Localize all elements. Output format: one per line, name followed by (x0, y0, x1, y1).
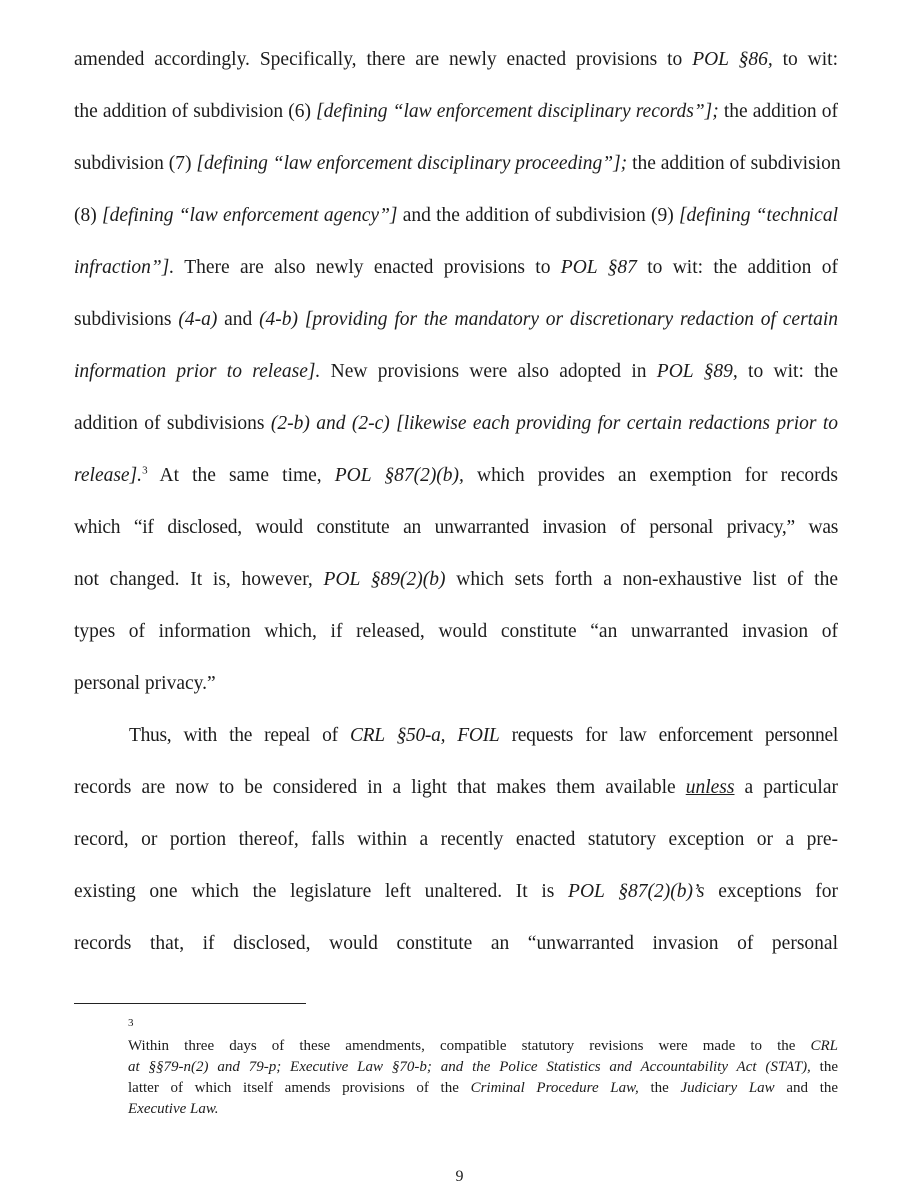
text-run: There are also newly enacted provisions to (174, 257, 561, 278)
body-line-16 (74, 819, 838, 871)
body-line-12 (74, 611, 838, 663)
text-run: which “if disclosed, would constitute an unwarranted invasion of personal privacy,” was (74, 517, 838, 538)
text-run: (4-b) (259, 309, 299, 330)
body-line-4 (74, 195, 838, 247)
footnote-line-4 (128, 1099, 838, 1120)
footnote-marker: 3 (128, 1017, 134, 1029)
text-run: exceptions for (704, 881, 839, 902)
body-line-11 (74, 559, 838, 611)
text-run (298, 309, 305, 330)
text-run: not changed. It is, however, (74, 569, 324, 590)
body-line-14 (74, 715, 838, 767)
text-run: [providing for the mandatory or discretionary redaction of certain (304, 309, 838, 330)
body-line-2 (74, 91, 838, 143)
body-line-6 (74, 299, 838, 351)
text-run: CRL (810, 1038, 838, 1054)
body-line-7 (74, 351, 838, 403)
text-run: latter of which itself amends provisions of the (128, 1080, 471, 1096)
text-run: Executive Law. (128, 1101, 219, 1117)
text-run: subdivision (7) (74, 153, 197, 174)
text-run: POL §87(2)(b)’s (568, 881, 705, 902)
text-run: POL §87 (560, 257, 637, 278)
text-run: the (810, 1059, 838, 1075)
text-run: and the addition of subdivision (9) (397, 205, 679, 226)
text-run: records that, if disclosed, would constitute an “unwarranted invasion of personal (74, 933, 838, 954)
text-run: Within three days of these amendments, compatible statutory revisions were made to the (128, 1038, 811, 1054)
text-run: (8) (74, 205, 102, 226)
text-run: POL §87(2)(b), (334, 465, 464, 486)
text-run: addition of subdivisions (74, 413, 271, 434)
text-run: the (638, 1080, 681, 1096)
text-run: the addition of subdivision (6) (74, 101, 317, 122)
text-run: at §§79-n(2) and 79-p; Executive Law §70-b; and the Police Statistics and Accountability Act (STAT), (128, 1059, 811, 1075)
text-run: release]. (74, 465, 143, 486)
text-run: [defining “law enforcement disciplinary records”]; (316, 101, 719, 122)
text-run: unless (685, 777, 735, 798)
text-run: to wit: (772, 49, 838, 70)
body-line-1 (74, 39, 838, 91)
text-run: to wit: the addition of (636, 257, 838, 278)
text-run: New provisions were also adopted in (320, 361, 657, 382)
text-run: [defining “law enforcement agency”] (101, 205, 398, 226)
body-text (74, 39, 841, 975)
footnote-text (128, 1036, 838, 1120)
text-run: and the (774, 1080, 839, 1096)
text-run: Thus, with the repeal of (129, 725, 350, 746)
text-run: which sets forth a non-exhaustive list of the (445, 569, 838, 590)
body-line-15 (74, 767, 838, 819)
text-run: [defining “law enforcement disciplinary proceeding”]; (196, 153, 628, 174)
text-run: POL §86, (692, 49, 773, 70)
text-run: which provides an exemption for records (463, 465, 838, 486)
body-line-13 (74, 663, 838, 715)
text-run: and (217, 309, 260, 330)
text-run: POL §89(2)(b) (323, 569, 446, 590)
text-run: [defining “technical (678, 205, 838, 226)
footnote-line-1 (128, 1036, 838, 1057)
text-run: (2-b) and (2-c) [likewise each providing for certain redactions prior to (270, 413, 839, 434)
body-line-8 (74, 403, 838, 455)
text-run: At the same time, (147, 465, 335, 486)
text-run: POL §89, (656, 361, 738, 382)
text-run: subdivisions (74, 309, 179, 330)
text-run: amended accordingly. Specifically, there are newly enacted provisions to (74, 49, 693, 70)
body-line-3 (74, 143, 841, 195)
text-run: the addition of subdivision (627, 153, 841, 174)
text-run: record, or portion thereof, falls within a recently enacted statutory exception or a pre- (74, 829, 838, 850)
footnote-reference: 3 (142, 464, 148, 477)
text-run: information prior to release]. (74, 361, 321, 382)
body-line-17 (74, 871, 838, 923)
text-run: records are now to be considered in a light that makes them available (74, 777, 686, 798)
body-line-5 (74, 247, 838, 299)
footnote-line-2 (128, 1057, 838, 1078)
text-run: Criminal Procedure Law, (470, 1080, 639, 1096)
text-run: personal privacy.” (74, 673, 216, 694)
footnote-line-3 (128, 1078, 838, 1099)
text-run: (4-a) (178, 309, 218, 330)
text-run: infraction”]. (74, 257, 175, 278)
text-run: the addition of (718, 101, 838, 122)
text-run: types of information which, if released, would constitute “an unwarranted invasion of (74, 621, 838, 642)
body-line-10 (74, 507, 838, 559)
text-run: to wit: the (737, 361, 838, 382)
page-number: 9 (455, 1168, 464, 1185)
footnote-divider (74, 1003, 306, 1004)
text-run: Judiciary Law (680, 1080, 775, 1096)
text-run: CRL §50-a, FOIL (349, 725, 500, 746)
body-line-9 (74, 455, 838, 507)
text-run: a particular (734, 777, 838, 798)
text-run: requests for law enforcement personnel (499, 725, 838, 746)
text-run: existing one which the legislature left unaltered. It is (74, 881, 569, 902)
body-line-18 (74, 923, 838, 975)
